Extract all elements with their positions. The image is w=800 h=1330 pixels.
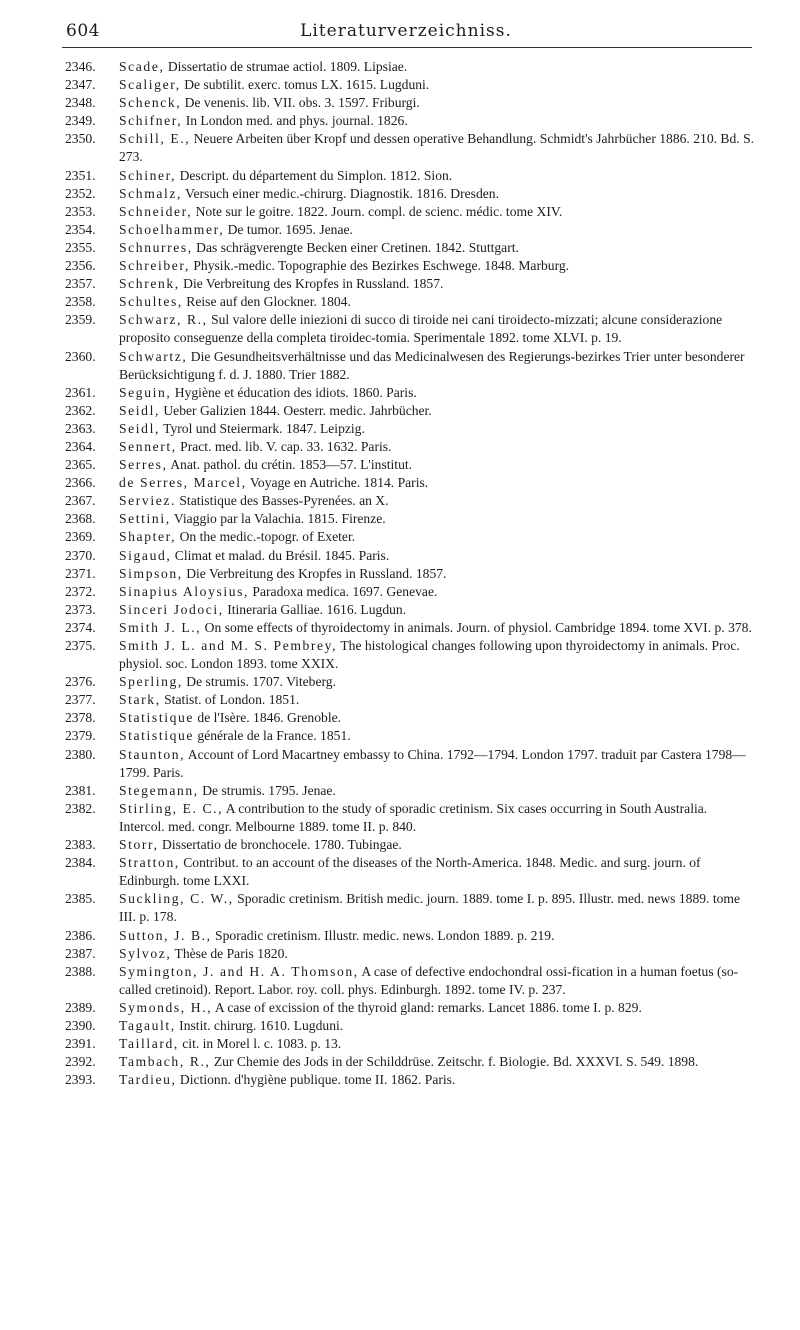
bibliography-entry <box>65 402 755 420</box>
bibliography-entry <box>65 999 755 1017</box>
entry-number: 2355. <box>65 239 96 255</box>
entry-number: 2349. <box>65 113 96 129</box>
bibliography-entry <box>65 963 755 999</box>
entry-text: Physik.-medic. Topographie des Bezirkes Eschwege. 1848. Marburg. <box>189 258 570 274</box>
entry-author: Sinceri Jodoci, <box>119 601 224 617</box>
entry-number: 2377. <box>65 692 96 708</box>
entry-author: Sinapius Aloysius, <box>119 583 250 599</box>
entry-author: Statistique <box>119 728 194 744</box>
entry-number: 2348. <box>65 95 96 111</box>
entry-number: 2386. <box>65 927 96 943</box>
entry-number: 2351. <box>65 167 96 183</box>
bibliography-entry <box>65 275 755 293</box>
entry-number: 2364. <box>65 438 96 454</box>
bibliography-entry <box>65 185 755 203</box>
entry-author: Schneider, <box>119 203 193 219</box>
entry-author: Schenck, <box>119 95 182 111</box>
entry-text: Instit. chirurg. 1610. Lugduni. <box>175 1017 344 1033</box>
entry-author: Schultes, <box>119 294 183 310</box>
entry-text: A case of excission of the thyroid gland: remarks. Lancet 1886. tome I. p. 829. <box>212 999 642 1015</box>
entry-number: 2356. <box>65 258 96 274</box>
entry-number: 2365. <box>65 457 96 473</box>
bibliography-entry <box>65 528 755 546</box>
entry-author: Simpson, <box>119 565 183 581</box>
bibliography-entry <box>65 601 755 619</box>
entry-text: générale de la France. 1851. <box>194 728 351 744</box>
entry-author: Sylvoz, <box>119 945 172 961</box>
entry-text: Das schrägverengte Becken einer Cretinen. 1842. Stuttgart. <box>192 239 519 255</box>
entry-author: Stratton, <box>119 855 180 871</box>
entry-number: 2379. <box>65 728 96 744</box>
entry-number: 2350. <box>65 131 96 147</box>
entry-author: Settini, <box>119 511 171 527</box>
entry-author: Schmalz, <box>119 185 183 201</box>
bibliography-entry <box>65 293 755 311</box>
entry-text: Climat et malad. du Brésil. 1845. Paris. <box>171 547 390 563</box>
entry-text: Descript. du département du Simplon. 1812. Sion. <box>176 167 453 183</box>
bibliography-entry <box>65 221 755 239</box>
entry-text: De venenis. lib. VII. obs. 3. 1597. Friburgi. <box>181 95 420 111</box>
bibliography-entry <box>65 583 755 601</box>
entry-text: Neuere Arbeiten über Kropf und dessen operative Behandlung. Schmidt's Jahrbücher 1886. 210. Bd. S. 273. <box>119 131 755 165</box>
entry-author: Sigaud, <box>119 547 172 563</box>
entry-author: Scaliger, <box>119 77 181 93</box>
bibliography-entry <box>65 945 755 963</box>
entry-number: 2346. <box>65 59 96 74</box>
entry-text: Ueber Galizien 1844. Oesterr. medic. Jahrbücher. <box>159 402 432 418</box>
bibliography-entry <box>65 727 755 745</box>
entry-text: De subtilit. exerc. tomus LX. 1615. Lugduni. <box>180 77 430 93</box>
entry-text: Sporadic cretinism. Illustr. medic. news. London 1889. p. 219. <box>211 927 555 943</box>
bibliography-entry <box>65 94 755 112</box>
bibliography-entry <box>65 257 755 275</box>
entry-author: Seidl, <box>119 420 160 436</box>
entry-text: De strumis. 1707. Viteberg. <box>182 674 336 690</box>
entry-author: Tagault, <box>119 1017 176 1033</box>
entry-text: Sul valore delle iniezioni di succo di tiroide nei cani tiroidecto-mizzati; alcune considerazione proposito conseguenze della completa tiroidec-tomia. Sperimentale 1892. tome XLVI. p. 19. <box>119 312 723 346</box>
bibliography-entry <box>65 384 755 402</box>
entry-number: 2382. <box>65 800 96 816</box>
entry-text: Statistique des Basses-Pyrenées. an X. <box>175 493 389 509</box>
entry-number: 2388. <box>65 963 96 979</box>
bibliography-entry <box>65 239 755 257</box>
entry-text: De strumis. 1795. Jenae. <box>198 782 336 798</box>
entry-author: Schoelhammer, <box>119 221 225 237</box>
entry-number: 2357. <box>65 276 96 292</box>
bibliography-entry <box>65 782 755 800</box>
bibliography-entry <box>65 420 755 438</box>
bibliography-entry <box>65 456 755 474</box>
entry-text: Pract. med. lib. V. cap. 33. 1632. Paris. <box>176 438 392 454</box>
bibliography-entry <box>65 565 755 583</box>
bibliography-entry <box>65 619 755 637</box>
bibliography-entry <box>65 927 755 945</box>
bibliography-entry <box>65 311 755 347</box>
entry-text: On the medic.-topogr. of Exeter. <box>176 529 356 545</box>
bibliography-entry <box>65 112 755 130</box>
bibliography-entry <box>65 1053 755 1071</box>
entry-author: Sperling, <box>119 674 183 690</box>
entry-text: Viaggio par la Valachia. 1815. Firenze. <box>170 511 386 527</box>
page-header <box>66 21 746 47</box>
entry-author: Tambach, R., <box>119 1054 211 1070</box>
bibliography-entry <box>65 130 755 166</box>
entry-text: de l'Isère. 1846. Grenoble. <box>194 710 342 726</box>
entry-number: 2380. <box>65 746 96 762</box>
bibliography-entry <box>65 800 755 836</box>
entry-author: Scade, <box>119 59 165 74</box>
bibliography-entry <box>65 438 755 456</box>
entry-number: 2383. <box>65 837 96 853</box>
bibliography-entry <box>65 1035 755 1053</box>
entry-number: 2362. <box>65 402 96 418</box>
entry-author: Schwarz, R., <box>119 312 208 328</box>
bibliography-entry <box>65 746 755 782</box>
entry-text: Zur Chemie des Jods in der Schilddrüse. Zeitschr. f. Biologie. Bd. XXXVI. S. 549. 1898. <box>210 1054 699 1070</box>
entry-number: 2358. <box>65 294 96 310</box>
entry-number: 2360. <box>65 348 96 364</box>
entry-text: Hygiène et éducation des idiots. 1860. Paris. <box>171 384 417 400</box>
entry-text: Sporadic cretinism. British medic. journ. 1889. tome I. p. 895. Illustr. med. news 1889. tome III. p. 178. <box>119 891 741 925</box>
entry-author: Schnurres, <box>119 239 193 255</box>
entry-text: Versuch einer medic.-chirurg. Diagnostik. 1816. Dresden. <box>182 185 499 201</box>
header-rule <box>62 47 752 48</box>
entry-text: Die Verbreitung des Kropfes in Russland. 1857. <box>182 565 447 581</box>
entry-text: Statist. of London. 1851. <box>160 692 300 708</box>
entry-number: 2393. <box>65 1072 96 1088</box>
entry-number: 2390. <box>65 1017 96 1033</box>
entry-author: Serviez. <box>119 493 176 509</box>
entry-text: Anat. pathol. du crétin. 1853—57. L'institut. <box>167 457 413 473</box>
entry-text: Dissertatio de strumae actiol. 1809. Lipsiae. <box>164 59 408 74</box>
entry-author: Symonds, H., <box>119 999 213 1015</box>
entry-text: Paradoxa medica. 1697. Genevae. <box>249 583 438 599</box>
bibliography-entry <box>65 637 755 673</box>
entry-text: Die Verbreitung des Kropfes in Russland. 1857. <box>179 276 444 292</box>
entry-number: 2384. <box>65 855 96 871</box>
entry-text: De tumor. 1695. Jenae. <box>224 221 353 237</box>
entry-author: Sennert, <box>119 438 177 454</box>
bibliography-entry <box>65 510 755 528</box>
entry-number: 2370. <box>65 547 96 563</box>
entry-text: Dissertatio de bronchocele. 1780. Tubingae. <box>158 837 402 853</box>
entry-text: The histological changes following upon thyroidectomy in animals. Proc. physiol. soc. London 1893. tome XXIX. <box>119 638 740 672</box>
bibliography-entry <box>65 1017 755 1035</box>
entry-author: Storr, <box>119 837 159 853</box>
entry-author: Stegemann, <box>119 782 199 798</box>
entry-text: Die Gesundheitsverhältnisse und das Medicinalwesen des Regierungs-bezirkes Trier unter besonderer Berücksichtigung f. d. J. 1880. Trier 1882. <box>119 348 745 382</box>
bibliography-entry <box>65 167 755 185</box>
entry-text: A contribution to the study of sporadic cretinism. Six cases occurring in South Australia. Intercol. med. congr. Melbourne 1889. tome II. p. 840. <box>119 800 708 834</box>
entry-number: 2374. <box>65 619 96 635</box>
entry-author: Taillard, <box>119 1036 179 1052</box>
entry-number: 2391. <box>65 1036 96 1052</box>
entry-author: Suckling, C. W., <box>119 891 234 907</box>
bibliography-entry <box>65 76 755 94</box>
entry-author: de Serres, Marcel, <box>119 475 247 491</box>
entry-number: 2387. <box>65 945 96 961</box>
entry-author: Staunton, <box>119 746 186 762</box>
bibliography-entry <box>65 890 755 926</box>
entry-number: 2371. <box>65 565 96 581</box>
entry-author: Smith J. L., <box>119 619 202 635</box>
entry-author: Schill, E., <box>119 131 191 147</box>
bibliography-entry <box>65 1071 755 1089</box>
entry-text: Reise auf den Glockner. 1804. <box>182 294 351 310</box>
entry-author: Schwartz, <box>119 348 188 364</box>
entry-author: Symington, J. and H. A. Thomson, <box>119 963 359 979</box>
bibliography-entry <box>65 474 755 492</box>
entry-author: Smith J. L. and M. S. Pembrey, <box>119 638 338 653</box>
bibliography-entry <box>65 203 755 221</box>
entry-author: Tardieu, <box>119 1072 177 1088</box>
entry-author: Sutton, J. B., <box>119 927 212 943</box>
entry-author: Seguin, <box>119 384 172 400</box>
entry-number: 2361. <box>65 384 96 400</box>
entry-number: 2354. <box>65 221 96 237</box>
bibliography-entry <box>65 709 755 727</box>
entry-number: 2368. <box>65 511 96 527</box>
entry-author: Schreiber, <box>119 258 190 274</box>
entry-number: 2392. <box>65 1054 96 1070</box>
entry-author: Stark, <box>119 692 161 708</box>
bibliography-entry <box>65 691 755 709</box>
entry-number: 2369. <box>65 529 96 545</box>
entry-number: 2373. <box>65 601 96 617</box>
entry-text: In London med. and phys. journal. 1826. <box>182 113 408 129</box>
entry-number: 2385. <box>65 891 96 907</box>
bibliography-entry <box>65 348 755 384</box>
entry-text: Note sur le goitre. 1822. Journ. compl. de scienc. médic. tome XIV. <box>192 203 563 219</box>
entry-text: On some effects of thyroidectomy in animals. Journ. of physiol. Cambridge 1894. tome XVI. p. 378. <box>201 619 752 635</box>
entry-number: 2378. <box>65 710 96 726</box>
bibliography-entry <box>65 836 755 854</box>
bibliography-list <box>65 58 755 1089</box>
entry-text: Voyage en Autriche. 1814. Paris. <box>246 475 429 491</box>
bibliography-entry <box>65 492 755 510</box>
entry-number: 2372. <box>65 583 96 599</box>
entry-text: cit. in Morel l. c. 1083. p. 13. <box>178 1036 342 1052</box>
entry-text: A case of defective endochondral ossi-fication in a human foetus (so-called cretinoid). Report. Labor. roy. coll. phys. Edinburgh. 1892. tome IV. p. 237. <box>119 963 739 997</box>
entry-text: Contribut. to an account of the diseases of the North-America. 1848. Medic. and surg. journ. of Edinburgh. tome LXXI. <box>119 855 701 889</box>
entry-author: Schifner, <box>119 113 183 129</box>
page-number: 604 <box>66 21 100 41</box>
entry-number: 2366. <box>65 475 96 491</box>
entry-number: 2347. <box>65 77 96 93</box>
entry-author: Seidl, <box>119 402 160 418</box>
entry-author: Stirling, E. C., <box>119 800 224 816</box>
entry-author: Schrenk, <box>119 276 180 292</box>
entry-number: 2353. <box>65 203 96 219</box>
entry-text: Account of Lord Macartney embassy to China. 1792—1794. London 1797. traduit par Castera 1798—1799. Paris. <box>119 746 746 780</box>
bibliography-entry <box>65 854 755 890</box>
entry-text: Dictionn. d'hygiène publique. tome II. 1862. Paris. <box>176 1072 456 1088</box>
entry-number: 2375. <box>65 638 96 653</box>
entry-number: 2367. <box>65 493 96 509</box>
running-title: Literaturverzeichniss. <box>300 21 512 41</box>
entry-author: Statistique <box>119 710 194 726</box>
entry-author: Schiner, <box>119 167 177 183</box>
bibliography-entry <box>65 58 755 76</box>
entry-author: Serres, <box>119 457 168 473</box>
entry-text: Itineraria Galliae. 1616. Lugdun. <box>223 601 407 617</box>
entry-number: 2389. <box>65 999 96 1015</box>
bibliography-entry <box>65 673 755 691</box>
entry-number: 2352. <box>65 185 96 201</box>
entry-author: Shapter, <box>119 529 177 545</box>
entry-number: 2376. <box>65 674 96 690</box>
entry-number: 2381. <box>65 782 96 798</box>
entry-text: Tyrol und Steiermark. 1847. Leipzig. <box>159 420 365 436</box>
bibliography-entry <box>65 547 755 565</box>
entry-text: Thèse de Paris 1820. <box>171 945 288 961</box>
entry-number: 2359. <box>65 312 96 328</box>
entry-number: 2363. <box>65 420 96 436</box>
